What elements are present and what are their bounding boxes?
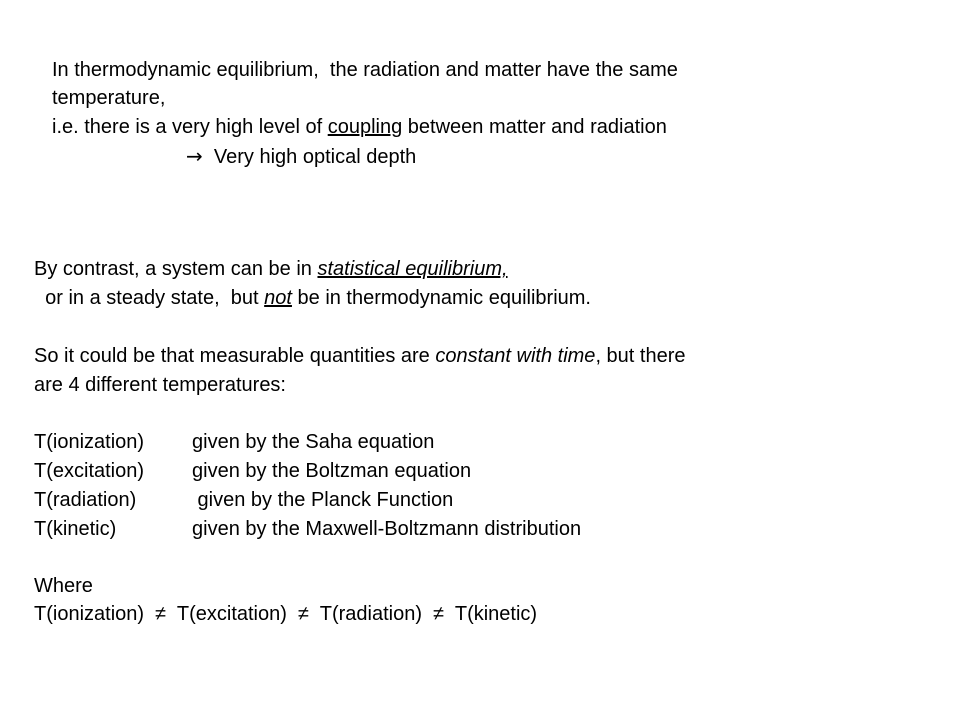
contrast-line-1-pre: By contrast, a system can be in <box>34 258 318 280</box>
contrast-line-3-pre: So it could be that measurable quantities are <box>34 345 436 367</box>
temperature-inequality: T(ionization) ≠ T(excitation) ≠ T(radiation) ≠ T(kinetic) <box>34 603 538 625</box>
temperature-name: T(radiation) <box>34 489 137 511</box>
contrast-line-3 <box>34 344 686 368</box>
intro-line-3-pre: i.e. there is a very high level of <box>52 116 328 138</box>
contrast-line-1 <box>34 257 508 281</box>
temperature-name: T(ionization) <box>34 431 145 453</box>
not-term: not <box>264 287 292 309</box>
contrast-line-3-post: , but there <box>595 345 686 367</box>
temperature-name: T(excitation) <box>34 460 145 482</box>
intro-line-1: In thermodynamic equilibrium, the radiation and matter have the same <box>52 59 678 81</box>
optical-depth-text: Very high optical depth <box>202 146 417 168</box>
statistical-equilibrium-term: statistical equilibrium, <box>317 258 508 280</box>
temperature-description: given by the Maxwell-Boltzmann distribution <box>192 518 582 540</box>
intro-line-3 <box>52 115 667 139</box>
temperature-description: given by the Boltzman equation <box>192 460 472 482</box>
intro-line-2: temperature, <box>52 87 166 109</box>
intro-line-3-post: between matter and radiation <box>402 116 667 138</box>
constant-with-time-term: constant with time <box>435 345 596 367</box>
contrast-line-2 <box>34 286 591 310</box>
temperature-description: given by the Planck Function <box>192 489 454 511</box>
where-label: Where <box>34 575 93 597</box>
right-arrow-icon: → <box>186 144 203 168</box>
temperature-description: given by the Saha equation <box>192 431 435 453</box>
coupling-term: coupling <box>327 116 403 138</box>
temperature-row <box>34 459 471 483</box>
temperature-row <box>34 430 434 454</box>
intro-line-4 <box>186 144 416 168</box>
temperature-row <box>34 488 453 512</box>
temperature-row <box>34 517 581 541</box>
contrast-line-2-post: be in thermodynamic equilibrium. <box>291 287 591 309</box>
contrast-line-4: are 4 different temperatures: <box>34 374 286 396</box>
contrast-line-2-pre: or in a steady state, but <box>34 287 265 309</box>
temperature-name: T(kinetic) <box>34 518 117 540</box>
